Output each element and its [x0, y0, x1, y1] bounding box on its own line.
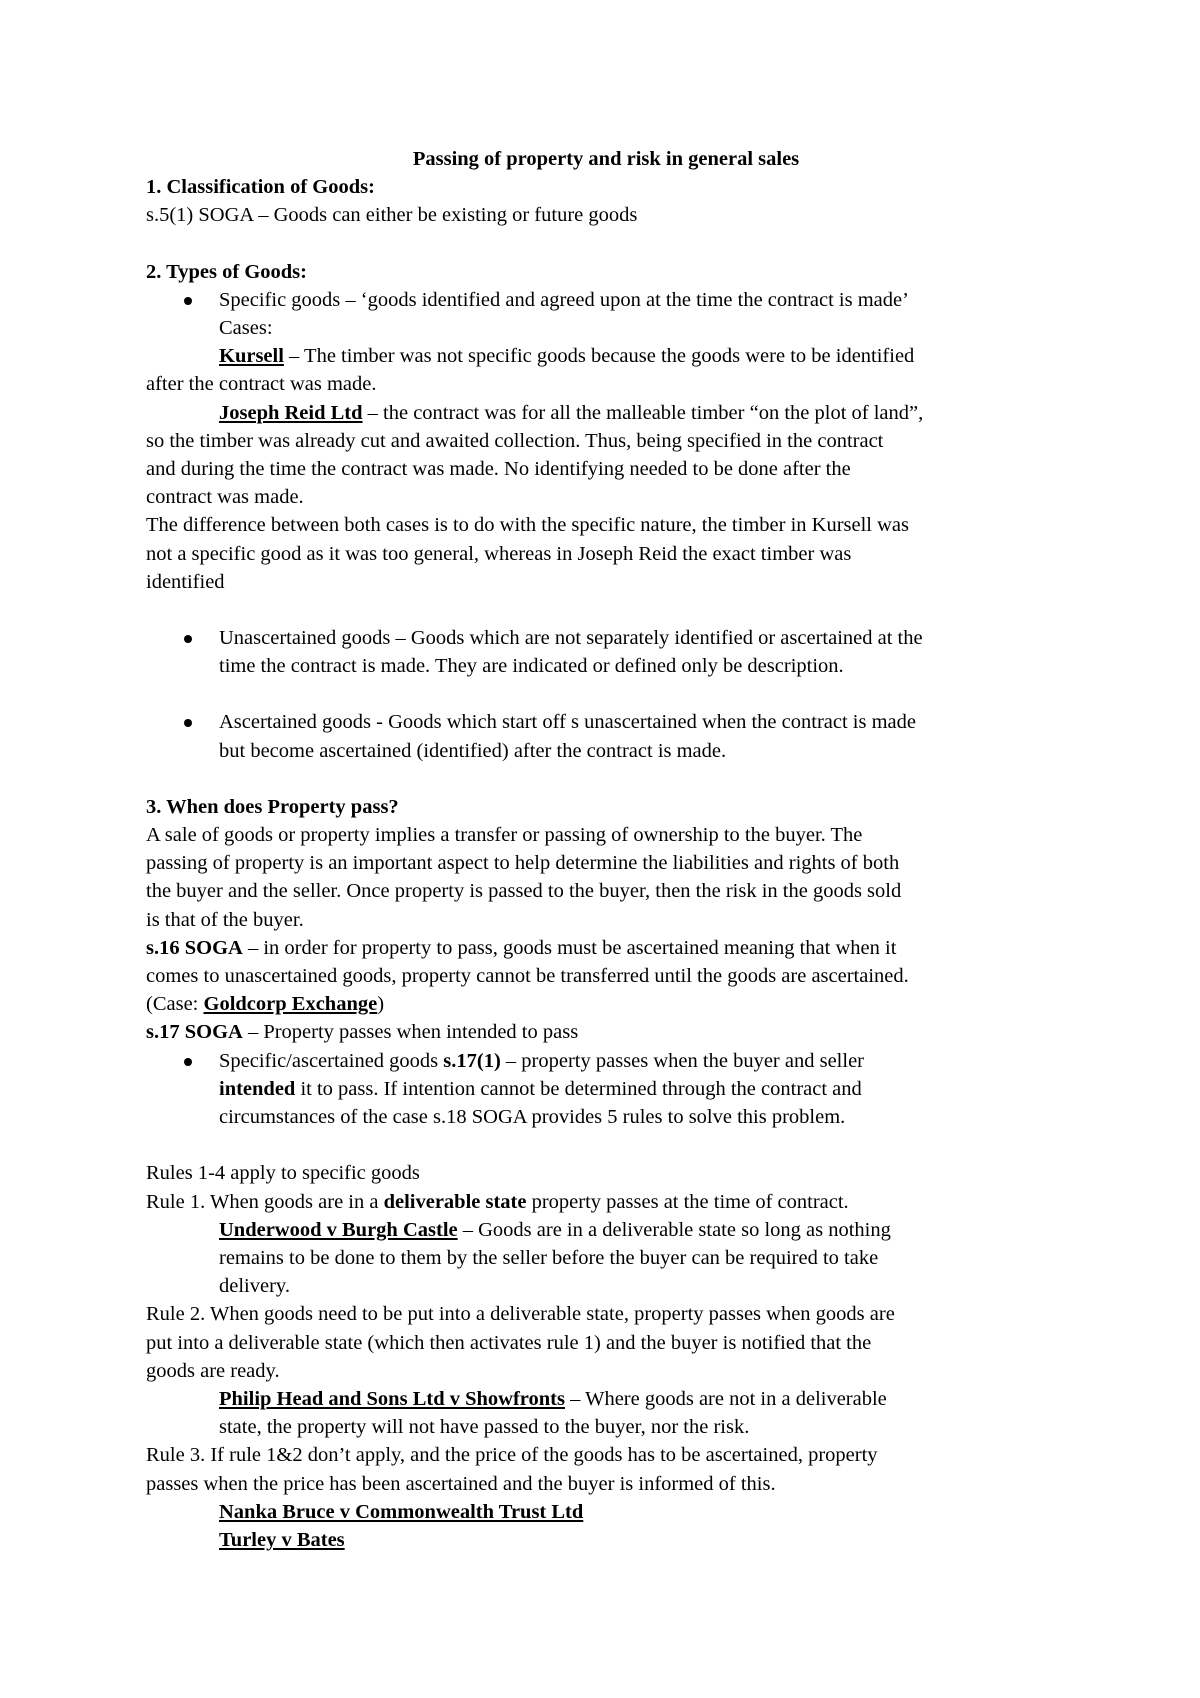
bullet-icon [184, 719, 192, 727]
rule-1-text: property passes at the time of contract. [526, 1190, 849, 1213]
property-para-line-4: is that of the buyer. [146, 908, 304, 931]
property-para-line-2: passing of property is an important aspect to help determine the liabilities and rights of both [146, 852, 900, 875]
bullet-text-line: circumstances of the case s.18 SOGA provides 5 rules to solve this problem. [219, 1106, 846, 1129]
spacer [146, 230, 1066, 258]
spacer [146, 765, 1066, 793]
case-text: – Where goods are not in a deliverable [564, 1387, 887, 1410]
rule-3-case-1 [146, 1498, 1066, 1526]
bullet-text-line: Ascertained goods - Goods which start off s unascertained when the contract is made [219, 711, 916, 734]
case-prefix: (Case: [146, 993, 204, 1016]
document-title: Passing of property and risk in general sales [412, 148, 800, 170]
reid-line-4: contract was made. [146, 486, 304, 509]
difference-line-2: not a specific good as it was too general, whereas in Joseph Reid the exact timber was [146, 542, 852, 565]
rule-2-case-line-1 [219, 1385, 1066, 1413]
rule-1-line [146, 1188, 1066, 1216]
section-1-text: s.5(1) SOGA – Goods can either be existing or future goods [146, 204, 638, 227]
rule-3-case-2 [146, 1526, 1066, 1554]
bullet-text-line [219, 1047, 1066, 1075]
bullet-icon [184, 1058, 192, 1066]
section-2-heading: 2. Types of Goods: [146, 260, 307, 283]
bullet-specific-goods [146, 286, 1066, 314]
bullet-text-line: time the contract is made. They are indicated or defined only be description. [219, 655, 844, 678]
s17-1-label: s.17(1) [443, 1049, 501, 1072]
s17-text: – Property passes when intended to pass [242, 1021, 579, 1044]
section-1-heading: 1. Classification of Goods: [146, 176, 375, 199]
rule-1-text: Rule 1. When goods are in a [146, 1190, 384, 1213]
case-name-turley: Turley v Bates [219, 1528, 345, 1551]
rule-3-line-2: passes when the price has been ascertained and the buyer is informed of this. [146, 1472, 776, 1495]
spacer [146, 596, 1066, 624]
spacer [146, 1131, 1066, 1159]
reid-line-2: so the timber was already cut and awaited collection. Thus, being specified in the contract [146, 429, 884, 452]
bullet-text: Specific goods – ‘goods identified and agreed upon at the time the contract is made’ [219, 288, 909, 311]
bullet-unascertained-goods [146, 624, 1066, 680]
deliverable-state: deliverable state [383, 1190, 527, 1213]
rule-1-case-line-2: remains to be done to them by the seller before the buyer can be required to take [219, 1246, 879, 1269]
bullet-text-line: but become ascertained (identified) after the contract is made. [219, 739, 727, 762]
property-para-line-3: the buyer and the seller. Once property is passed to the buyer, then the risk in the goods sold [146, 880, 902, 903]
bullet-icon [184, 635, 192, 643]
s16-text: – in order for property to pass, goods must be ascertained meaning that when it [242, 936, 897, 959]
rule-2-case-block [146, 1385, 1066, 1441]
case-name-philip-head: Philip Head and Sons Ltd v Showfronts [219, 1387, 565, 1410]
cases-label: Cases: [219, 317, 273, 340]
bullet-text-line: Unascertained goods – Goods which are not separately identified or ascertained at the [219, 627, 923, 650]
kursell-line-2: after the contract was made. [146, 373, 377, 396]
rule-1-case-line-1 [219, 1216, 1066, 1244]
bullet-text: Specific/ascertained goods [219, 1049, 444, 1072]
document-body [146, 145, 1066, 1554]
property-para-line-1: A sale of goods or property implies a transfer or passing of ownership to the buyer. The [146, 824, 863, 847]
case-name-goldcorp: Goldcorp Exchange [203, 993, 378, 1016]
bullet-ascertained-goods [146, 708, 1066, 764]
rule-1-case-block [146, 1216, 1066, 1301]
s16-label: s.16 SOGA [146, 936, 243, 959]
bullet-text: it to pass. If intention cannot be determined through the contract and [295, 1077, 862, 1100]
reid-line-3: and during the time the contract was made. No identifying needed to be done after the [146, 458, 851, 481]
case-name-kursell: Kursell [219, 345, 284, 368]
kursell-line-1 [146, 342, 1066, 370]
case-name-joseph-reid: Joseph Reid Ltd [219, 401, 363, 424]
difference-line-3: identified [146, 570, 225, 593]
s16-case-line [146, 990, 1066, 1018]
s16-line-2: comes to unascertained goods, property cannot be transferred until the goods are ascertained. [146, 965, 909, 988]
rule-2-case-line-2: state, the property will not have passed to the buyer, nor the risk. [219, 1416, 750, 1439]
rule-2-line-2: put into a deliverable state (which then activates rule 1) and the buyer is notified that the [146, 1331, 872, 1354]
bullet-text: – property passes when the buyer and seller [500, 1049, 864, 1072]
bullet-icon [184, 297, 192, 305]
case-suffix: ) [377, 993, 385, 1016]
case-name-underwood: Underwood v Burgh Castle [219, 1218, 458, 1241]
rule-3-line-1: Rule 3. If rule 1&2 don’t apply, and the price of the goods has to be ascertained, property [146, 1444, 878, 1467]
rules-intro: Rules 1-4 apply to specific goods [146, 1162, 420, 1185]
rule-2-line-3: goods are ready. [146, 1359, 280, 1382]
case-name-nanka-bruce: Nanka Bruce v Commonwealth Trust Ltd [219, 1500, 584, 1523]
intended-word: intended [219, 1077, 296, 1100]
reid-line-1 [146, 399, 1066, 427]
kursell-text: – The timber was not specific goods because the goods were to be identified [283, 345, 915, 368]
bullet-text-line [219, 1075, 1066, 1103]
rule-1-case-line-3: delivery. [219, 1275, 290, 1298]
difference-line-1: The difference between both cases is to do with the specific nature, the timber in Kursell was [146, 514, 909, 537]
rule-2-line-1: Rule 2. When goods need to be put into a deliverable state, property passes when goods are [146, 1303, 895, 1326]
s17-label: s.17 SOGA [146, 1021, 243, 1044]
section-3-heading: 3. When does Property pass? [146, 795, 399, 818]
s16-line-1 [146, 934, 1066, 962]
spacer [146, 680, 1066, 708]
bullet-s17-1 [146, 1047, 1066, 1132]
case-text: – Goods are in a deliverable state so long as nothing [457, 1218, 891, 1241]
s17-line [146, 1018, 1066, 1046]
reid-text: – the contract was for all the malleable timber “on the plot of land”, [362, 401, 924, 424]
